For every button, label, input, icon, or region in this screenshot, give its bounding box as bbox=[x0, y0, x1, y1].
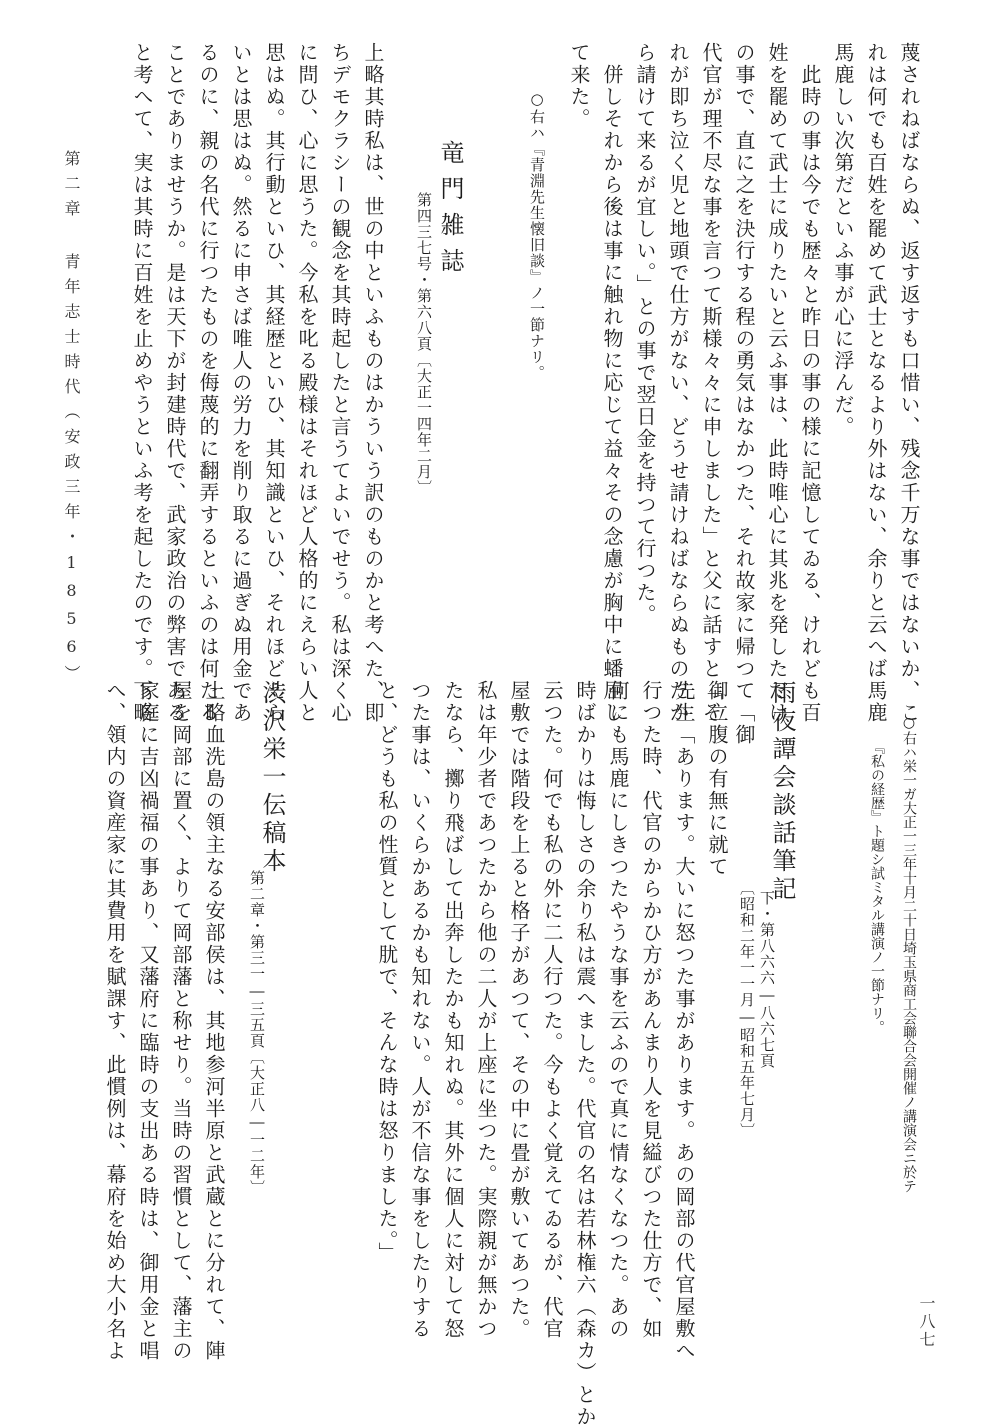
section-citation: 〔昭和二年一一月―昭和五年七月〕 bbox=[738, 880, 756, 1139]
lower-body-line: 上略血洗島の領主なる安部侯は、其地参河半原と武蔵とに分れて、陣 bbox=[202, 680, 226, 1362]
upper-body-line: ことでありませうか。是は天下が封建時代で、武家政治の弊害である bbox=[163, 42, 187, 724]
upper-body-line: ら請けて来るが宜しい。」との事で翌日金を持つて行つた。 bbox=[633, 42, 657, 626]
upper-body-line: 姓を罷めて武士に成りたいと云ふ事は、此時唯心に其兆を発しただけ bbox=[765, 42, 789, 724]
section-title: 渋沢栄一伝稿本 bbox=[258, 680, 286, 876]
lower-body-line: 行つた時、代官のからかひ方があんまり人を見縊びつた仕方で、如 bbox=[639, 680, 663, 1340]
section-citation: 第二章・第三一―三五頁〔大正八―一二年〕 bbox=[248, 870, 266, 1196]
upper-body-line: 此時の事は今でも歴々と昨日の事の様に記憶してゐる、けれども百 bbox=[798, 42, 822, 724]
upper-body-line: の事で、直に之を決行する程の勇気はなかつた、それ故家に帰つて「御 bbox=[732, 42, 756, 746]
upper-body-line: 上略其時私は、世の中といふものはかういう訳のものかと考へた、即 bbox=[361, 42, 385, 724]
upper-body-line: 馬鹿しい次第だといふ事が心に浮んだ。 bbox=[831, 42, 855, 438]
lower-body-line: 屋を岡部に置く、よりて岡部藩と称せり。当時の習慣として、藩主の bbox=[169, 680, 193, 1362]
lower-body-line: へ、領内の資産家に其費用を賦課す、此慣例は、幕府を始め大小名よ bbox=[103, 680, 127, 1362]
source-note: ○右ハ『青淵先生懐旧談』ノ一節ナリ。 bbox=[528, 90, 546, 381]
lower-body-line: と、どうも私の性質として肬で、そんな時は怒りました。」 bbox=[375, 680, 399, 1264]
upper-body-line: いとは思はぬ。然るに申さば唯人の労力を削り取るに過ぎぬ用金であ bbox=[229, 42, 253, 724]
upper-body-line: れは何でも百姓を罷めて武士となるより外はない、余りと云へば馬鹿 bbox=[864, 42, 888, 724]
upper-body-line: と考へて、実は其時に百姓を止めやうといふ考を起したのです。下略 bbox=[130, 42, 154, 724]
running-title: 第二章 青年志士時代（安政三年・1856） bbox=[62, 150, 81, 690]
section-title: 竜門雑誌 bbox=[436, 140, 464, 284]
section-citation: 第四三七号・第六八頁〔大正一四年二月〕 bbox=[415, 192, 433, 496]
lower-body-line: 何にも馬鹿にしきつたやうな事を云ふので真に情なくなつた。あの bbox=[606, 680, 630, 1340]
lower-body-line: 御立腹の有無に就て bbox=[705, 680, 729, 878]
lecture-note: ○右ハ栄一ガ大正一三年十月二十日埼玉県商工会聯合会開催ノ講演会ニ於テ bbox=[901, 715, 917, 1193]
lecture-note: 『私の経歴』ト題シ試ミタル講演ノ一節ナリ。 bbox=[869, 740, 885, 1034]
upper-body-line: れが即ち泣く児と地頭で仕方がない、どうせ請けねばならぬものだか bbox=[666, 42, 690, 724]
lower-body-line: 云つた。何でも私の外に二人行つた。今もよく覚えてゐるが、代官 bbox=[540, 680, 564, 1340]
upper-body-line: て来た。 bbox=[567, 42, 591, 130]
upper-body-line: ちデモクラシーの観念を其時起したと言うてよいでせう。私は深く心 bbox=[328, 42, 352, 724]
upper-body-line: 思はぬ。其行動といひ、其経歴といひ、其知識といひ、それほどえら bbox=[262, 42, 286, 724]
upper-body-line: 蔑されねばならぬ、返す返すも口惜い、残念千万な事ではないか、こ bbox=[897, 42, 921, 724]
section-citation: 下・第八六六―八六七頁 bbox=[758, 890, 776, 1069]
lower-body-line: 先生「あります。大いに怒つた事があります。あの岡部の代官屋敷へ bbox=[672, 680, 696, 1362]
lower-body-line: つた事は、いくらかあるかも知れない。人が不信な事をしたりする bbox=[408, 680, 432, 1340]
upper-body-line: るのに、親の名代に行つたものを侮蔑的に翻弄するといふのは何たる bbox=[196, 42, 220, 724]
section-title: 雨夜譚会談話筆記 bbox=[768, 680, 796, 904]
lower-body-line: たなら、擲り飛ばして出奔したかも知れぬ。其外に個人に対して怒 bbox=[441, 680, 465, 1340]
page-number: 一八七 bbox=[917, 1295, 936, 1349]
lower-body-line: 時ばかりは悔しさの余り私は震へました。代官の名は若林権六（森カ）とか bbox=[573, 680, 597, 1428]
lower-body-line: 家庭に吉凶禍福の事あり、又藩府に臨時の支出ある時は、御用金と唱 bbox=[136, 680, 160, 1362]
lower-body-line: 私は年少者であつたから他の二人が上座に坐つた。実際親が無かつ bbox=[474, 680, 498, 1340]
upper-body-line: 併しそれから後は事に触れ物に応じて益々その念慮が胸中に蟠屈し bbox=[600, 42, 624, 724]
upper-body-line: に問ひ、心に思うた。今私を叱る殿様はそれほど人格的にえらい人と bbox=[295, 42, 319, 724]
lower-body-line: 屋敷では階段を上ると格子があつて、その中に畳が敷いてあつた。 bbox=[507, 680, 531, 1340]
upper-body-line: 代官が理不尽な事を言つて斯様々々に申しました」と父に話すと「そ bbox=[699, 42, 723, 724]
